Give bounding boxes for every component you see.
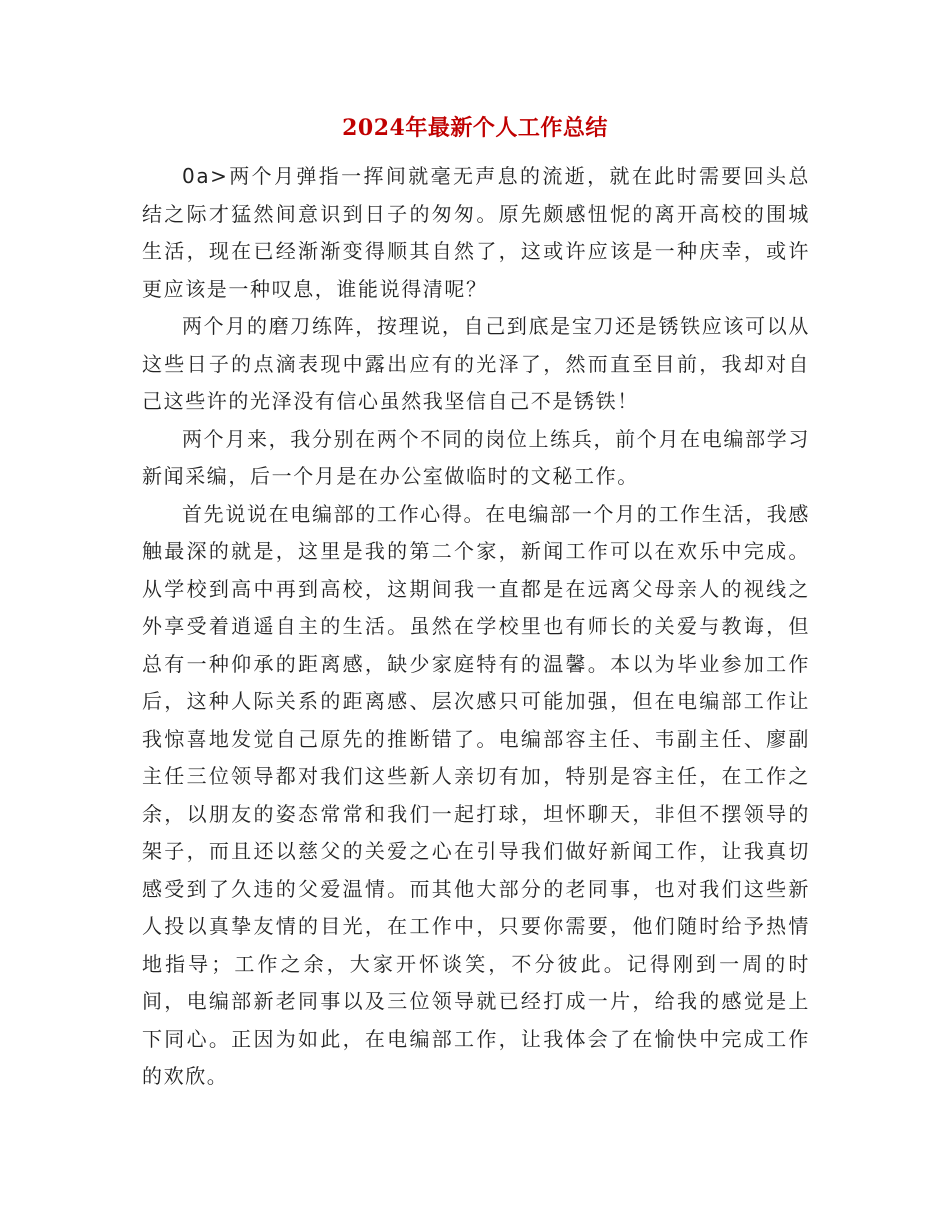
document-body <box>142 158 810 1096</box>
paragraph-3: 两个月来，我分别在两个不同的岗位上练兵，前个月在电编部学习新闻采编，后一个月是在办公室做临时的文秘工作。 <box>142 426 810 488</box>
paragraph-1: 0a>两个月弹指一挥间就毫无声息的流逝，就在此时需要回头总结之际才猛然间意识到日子的匆匆。原先颇感忸怩的离开高校的围城生活，现在已经渐渐变得顺其自然了，这或许应该是一种庆幸，或许更应该是一种叹息，谁能说得清呢？ <box>142 164 810 301</box>
paragraph-4: 首先说说在电编部的工作心得。在电编部一个月的工作生活，我感触最深的就是，这里是我的第二个家，新闻工作可以在欢乐中完成。从学校到高中再到高校，这期间我一直都是在远离父母亲人的视线之外享受着逍遥自主的生活。虽然在学校里也有师长的关爱与教诲，但总有一种仰承的距离感，缺少家庭特有的温馨。本以为毕业参加工作后，这种人际关系的距离感、层次感只可能加强，但在电编部工作让我惊喜地发觉自己原先的推断错了。电编部容主任、韦副主任、廖副主任三位领导都对我们这些新人亲切有加，特别是容主任，在工作之余，以朋友的姿态常常和我们一起打球，坦怀聊天，非但不摆领导的架子，而且还以慈父的关爱之心在引导我们做好新闻工作，让我真切感受到了久违的父爱温情。而其他大部分的老同事，也对我们这些新人投以真挚友情的目光，在工作中，只要你需要，他们随时给予热情地指导；工作之余，大家开怀谈笑，不分彼此。记得刚到一周的时间，电编部新老同事以及三位领导就已经打成一片，给我的感觉是上下同心。正因为如此，在电编部工作，让我体会了在愉快中完成工作的欢欣。 <box>142 501 810 1088</box>
paragraph-2: 两个月的磨刀练阵，按理说，自己到底是宝刀还是锈铁应该可以从这些日子的点滴表现中露出应有的光泽了，然而直至目前，我却对自己这些许的光泽没有信心虽然我坚信自己不是锈铁！ <box>142 314 810 413</box>
document-title: 2024年最新个人工作总结 <box>342 115 608 141</box>
